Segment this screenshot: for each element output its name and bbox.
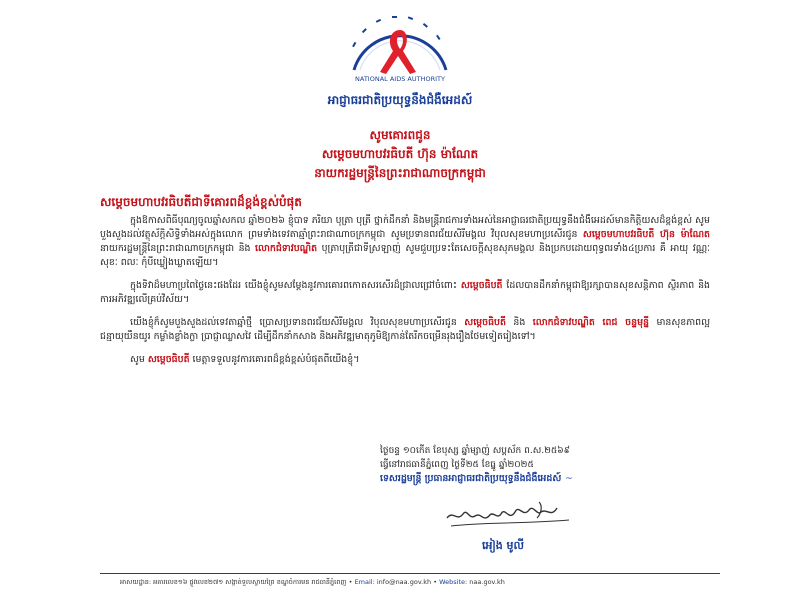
p1-name-spouse: លោកជំទាវបណ្ឌិត — [255, 243, 318, 254]
date-block — [380, 444, 573, 486]
red-ribbon-seal-icon — [340, 8, 460, 86]
footer: អាសយដ្ឋាន: អគារលេខ១៦ ផ្លូវលេខ២៧១ សង្កាត់ទួលស្វាយព្រៃ ខណ្ឌចំការមន រាជធានីភ្នំពេញ • Email: info@naa.gov.kh • Website: naa.gov.kh — [120, 578, 505, 586]
footer-email-link[interactable]: info@naa.gov.kh — [376, 578, 432, 586]
signer-name: អៀង មូលី — [482, 539, 525, 552]
addressee-name: សម្ដេចមហាបវរធិបតី ហ៊ុន ម៉ាណែត — [321, 147, 479, 161]
footer-website-label: Website: — [439, 578, 468, 586]
p3-text-a: យើងខ្ញុំក៏សូមបួងសួងដល់ទេវតាឆ្នាំថ្មី ប្រោសប្រទានពរជ័យសិរីមង្គល វិបុលសុខមហាប្រសើរជូន — [130, 317, 457, 328]
p4-text-a: សូម — [130, 354, 145, 365]
paragraph-4 — [100, 353, 710, 367]
p3-text-mid: និង — [513, 317, 526, 328]
letter-body — [100, 214, 710, 376]
solar-date: ធ្វើនៅរាជធានីភ្នំពេញ ថ្ងៃទី២៥ ខែធ្នូ ឆ្នាំ២០២៥ — [380, 460, 534, 470]
footer-address: អាសយដ្ឋាន: អគារលេខ១៦ ផ្លូវលេខ២៧១ សង្កាត់ទួលស្វាយព្រៃ ខណ្ឌចំការមន រាជធានីភ្នំពេញ — [120, 578, 347, 586]
footer-email-label: Email: — [354, 578, 375, 586]
paragraph-3 — [100, 316, 710, 344]
p1-text-b: នាយករដ្ឋមន្ត្រីនៃព្រះរាជាណាចក្រកម្ពុជា និង — [100, 243, 251, 254]
footer-website-link[interactable]: naa.gov.kh — [469, 578, 505, 586]
paragraph-1 — [100, 214, 710, 270]
addressee-block — [0, 126, 800, 183]
addressee-greeting: សូមគោរពជូន — [369, 128, 431, 142]
signer-title-line — [380, 472, 573, 486]
logo-text: NATIONAL AIDS AUTHORITY — [355, 75, 445, 83]
org-name: អាជ្ញាធរជាតិប្រយុទ្ធនឹងជំងឺអេដស៍ — [327, 93, 473, 107]
p3-text-b: មានសុខភាពល្អ ជន្មាយុយឺនយូរ កម្លាំងខ្លាំងក្លា ប្រាជ្ញាឈ្លាសវៃ ដើម្បីដឹកនាំកសាង និងអភិវឌ្ឍមាតុភូមិឱ្យកាន់តែរីកចម្រើនរុងរឿងថែមទៀតរៀងទៅ។ — [100, 317, 711, 342]
p1-text-c: បុត្រាបុត្រីជាទីស្រឡាញ់ សូមជួបប្រទះតែសេចក្តីសុខសុភមង្គល និងប្រកបដោយពុទ្ធពរទាំង៤ប្រការ គឺ អាយុ វណ្ណៈ សុខៈ ពលៈ កុំបីឃ្លៀងឃ្លាតឡើយ។ — [100, 243, 710, 268]
signer-title: ទេសរដ្ឋមន្ត្រី ប្រធានអាជ្ញាធរជាតិប្រយុទ្ធនឹងជំងឺអេដស៍ — [380, 473, 562, 484]
salutation: សម្ដេចមហាបវរធិបតីជាទីគោរពដ៏ខ្ពង់ខ្ពស់បំផុត — [100, 195, 302, 209]
handwritten-signature — [443, 496, 573, 530]
p4-name: សម្ដេចធិបតី — [147, 354, 190, 365]
flourish-mark: ~ — [565, 474, 573, 484]
footer-divider — [100, 573, 720, 574]
addressee-title: នាយករដ្ឋមន្ត្រីនៃព្រះរាជាណាចក្រកម្ពុជា — [314, 166, 486, 180]
p3-name-pm: សម្ដេចធិបតី — [464, 317, 506, 328]
p1-name-pm: សម្ដេចមហាបវរធិបតី ហ៊ុន ម៉ាណែត — [582, 229, 710, 240]
p2-name: សម្ដេចធិបតី — [460, 280, 503, 291]
p2-text-a: ក្នុងទិវាដ៏មហាប្រពៃថ្ងៃនេះផងដែរ យើងខ្ញុំសូមសម្ដែងនូវការគោរពកោតសរសើរដ៏ជ្រាលជ្រៅចំពោះ — [130, 280, 457, 291]
p4-text-b: មេត្តាទទួលនូវការគោរពដ៏ខ្ពង់ខ្ពស់បំផុតពីយើងខ្ញុំ។ — [192, 354, 360, 365]
p3-name-spouse: លោកជំទាវបណ្ឌិត ពេជ ចន្ទមុន្នី — [532, 317, 649, 328]
paragraph-2 — [100, 279, 710, 307]
p2-text-b: ដែលបានដឹកនាំកម្ពុជាឱ្យរក្សាបានសុខសន្តិភាព ស្ថិរភាព និងការអភិវឌ្ឍលើគ្រប់វិស័យ។ — [100, 280, 711, 305]
p1-text-a: ក្នុងឱកាសពិធីបុណ្យចូលឆ្នាំសកល ឆ្នាំ២០២៦ ខ្ញុំបាទ ភរិយា បុត្រា បុត្រី ថ្នាក់ដឹកនាំ និងមន្ត្រីរាជការទាំងអស់នៃអាជ្ញាធរជាតិប្រយុទ្ធនឹងជំងឺអេដស៍មានកិត្តិយសដ៏ខ្ពង់ខ្ពស់ សូមបួងសួងដល់វត្ថុស័ក្តិសិទ្ធិទាំងអស់ក្នុងលោក ព្រមទាំងទេវតាឆ្មាំព្រះរាជាណាចក្រកម្ពុជា សូមប្រទានពរជ័យសិរីមង្គល វិបុលសុខមហាប្រសើរជូន — [100, 215, 710, 240]
signature-icon — [443, 496, 573, 530]
lunar-date: ថ្ងៃចន្ទ ១០កើត ខែបុស្ស ឆ្នាំម្សាញ់ សប្តស័ក ព.ស.២៥៦៩ — [380, 446, 571, 456]
naa-logo — [340, 8, 460, 86]
